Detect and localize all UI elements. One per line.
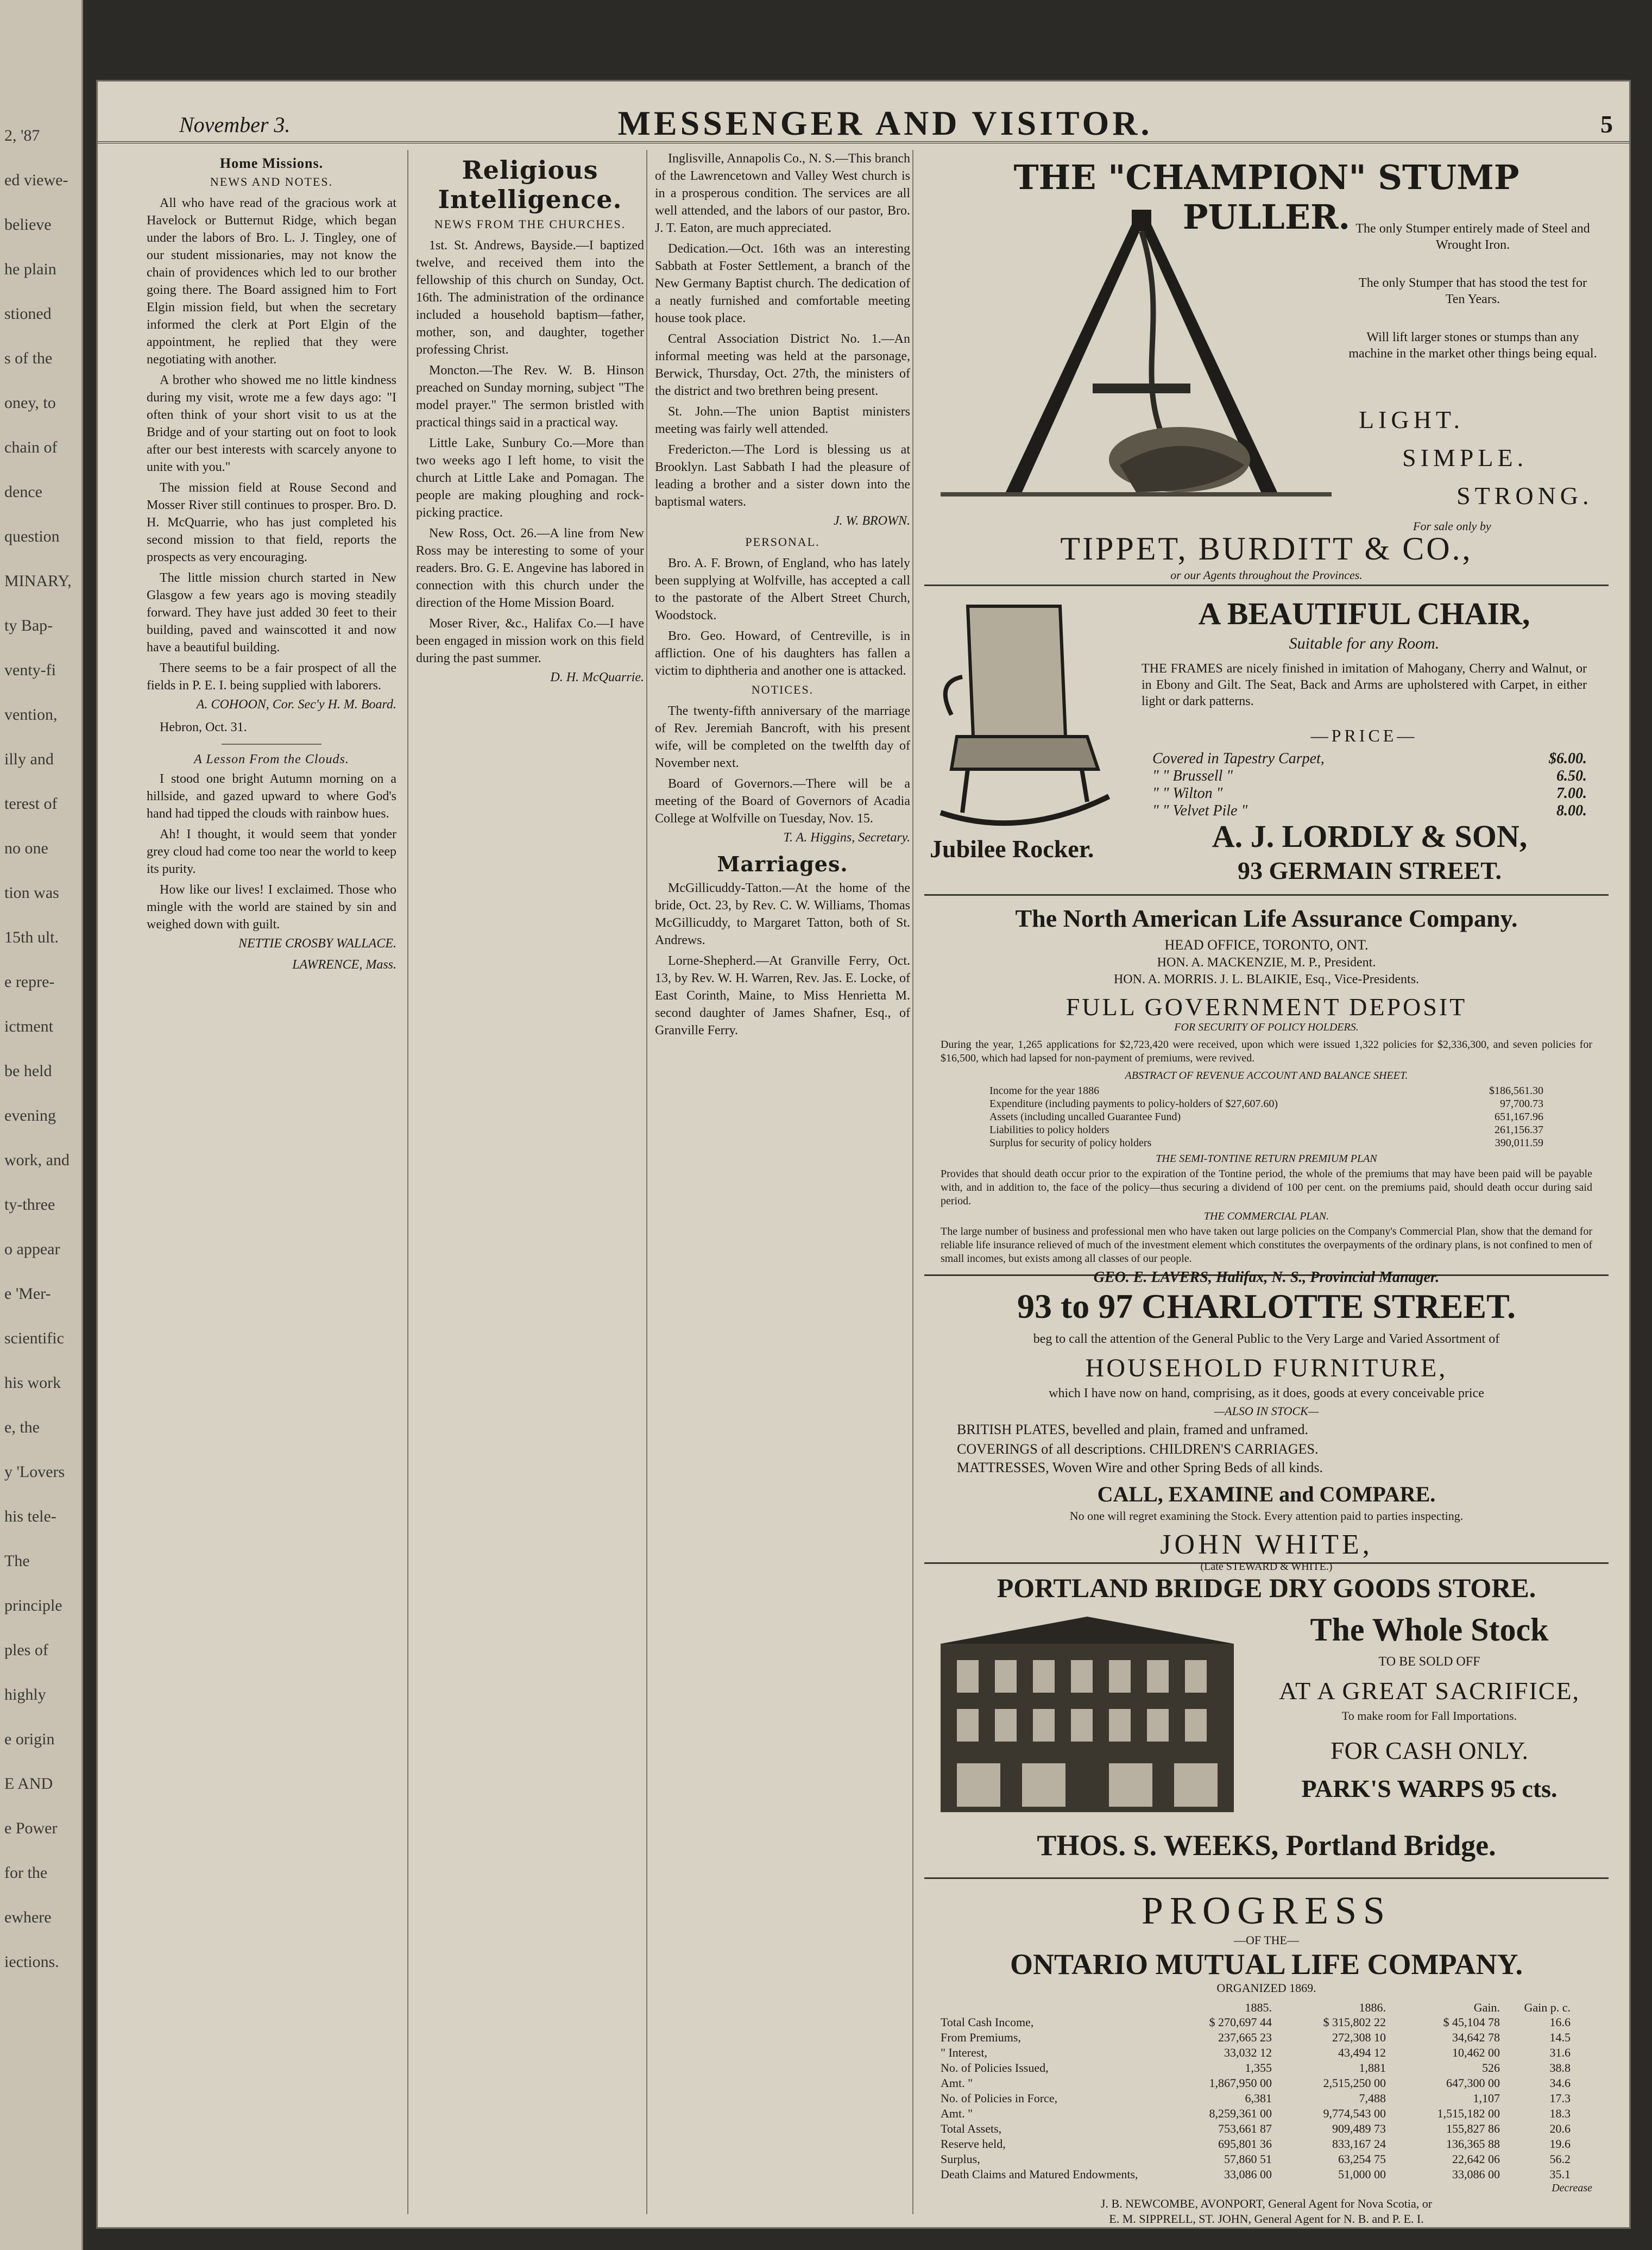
ad-firm: THOS. S. WEEKS, Portland Bridge.: [1037, 1829, 1496, 1862]
ad-intro: beg to call the attention of the General Public to the Very Large and Varied Assortment of: [1033, 1332, 1500, 1346]
progress-cell: 2,515,250 00: [1323, 2076, 1386, 2090]
section-heading: Religious Intelligence.: [438, 155, 622, 214]
ad-deposit-sub: FOR SECURITY OF POLICY HOLDERS.: [1174, 1021, 1359, 1033]
progress-cell: 9,774,543 00: [1323, 2107, 1386, 2120]
ad-intro: During the year, 1,265 applications for $2,723,420 were received, upon which were issued 1,322 policies for $2,336,300, and seven policies for $16,500, which had lapsed for non-payment of premiums, were revived.: [941, 1039, 1592, 1064]
prev-page-text-fragment: y 'Lovers: [4, 1463, 65, 1481]
previous-page-edge: [0, 0, 83, 2250]
ad-stump-puller: [924, 150, 1609, 586]
progress-table-row: [941, 2152, 1592, 2167]
ad-price-heading: —PRICE—: [1310, 726, 1418, 745]
prev-page-text-fragment: e origin: [4, 1730, 55, 1748]
ad-description: THE FRAMES are nicely finished in imitation of Mahogany, Cherry and Walnut, or in Ebony and Gilt. The Seat, Back and Arms are upholstered with Carpet, in either light or dark patterns.: [1142, 662, 1587, 708]
article-paragraph: Ah! I thought, it would seem that yonder grey cloud had come too near the world to keep its purity.: [147, 827, 396, 876]
balance-row: [989, 1110, 1543, 1123]
progress-table-row: [941, 2136, 1592, 2152]
prev-page-text-fragment: principle: [4, 1597, 62, 1614]
ad-line: To make room for Fall Importations.: [1341, 1709, 1517, 1723]
prev-page-text-fragment: oney, to: [4, 394, 56, 412]
progress-cell: 1,515,182 00: [1437, 2107, 1500, 2120]
ad-firm-sub: (Late STEWARD & WHITE.): [1200, 1561, 1333, 1573]
section-heading: Home Missions.: [219, 155, 324, 171]
progress-cell: 155,827 86: [1446, 2122, 1500, 2135]
prev-page-text-fragment: e 'Mer-: [4, 1285, 51, 1303]
balance-value: $186,561.30: [1489, 1085, 1543, 1097]
article-paragraph: Bro. A. F. Brown, of England, who has lately been supplying at Wolfville, has accepted a call to the pastorate of the Albert Street Church, Woodstock.: [655, 556, 910, 623]
article-paragraph: Bro. Geo. Howard, of Centreville, is in affliction. One of his daughters has fallen a victim to diphtheria and another one is attacked.: [655, 629, 910, 678]
prev-page-text-fragment: 2, '87: [4, 127, 40, 144]
ad-line: COVERINGS of all descriptions. CHILDREN'S CARRIAGES.: [957, 1441, 1319, 1457]
signature: T. A. Higgins, Secretary.: [783, 831, 910, 845]
progress-column-header: Gain p. c.: [1524, 2001, 1571, 2014]
progress-table-row: [941, 2167, 1592, 2182]
ad-tontine-text: Provides that should death occur prior to the expiration of the Tontine period, the whole of the premiums that may have been paid will be payable with, and in addition to, the face of the policy—thus securing a dividend of 100 per cent. on the premiums paid, should death occur during said period.: [941, 1168, 1592, 1207]
progress-row-label: " Interest,: [941, 2046, 987, 2059]
progress-cell: 18.3: [1549, 2107, 1571, 2120]
article-heading: A Lesson From the Clouds.: [194, 752, 349, 766]
article-paragraph: St. John.—The union Baptist ministers meeting was fairly well attended.: [655, 405, 910, 436]
prev-page-text-fragment: E AND: [4, 1775, 53, 1793]
signature: J. W. BROWN.: [833, 514, 910, 528]
ad-organized: ORGANIZED 1869.: [1216, 1981, 1316, 1995]
article-paragraph: 1st. St. Andrews, Bayside.—I baptized twelve, and received them into the fellowship of this church on Sunday, Oct. 16th. The administration of the ordinance included a household baptism—father, mother, son, and daughter, together professing Christ.: [416, 238, 644, 357]
ad-also: —ALSO IN STOCK—: [1214, 1404, 1319, 1418]
progress-table-row: [941, 2030, 1592, 2045]
price-row: [1152, 750, 1587, 768]
progress-table-row: [941, 2106, 1592, 2121]
progress-cell: 753,661 87: [1218, 2122, 1272, 2135]
article-paragraph: A brother who showed me no little kindness during my visit, wrote me a few days ago: "I often think of your short visit to us at the Bridge and of your starting out on foot to look after our best interests with scarcely anyone to unite with you.": [147, 373, 396, 474]
prev-page-text-fragment: ictment: [4, 1017, 53, 1035]
prev-page-text-fragment: tion was: [4, 884, 59, 902]
prev-page-text-fragment: vention,: [4, 706, 58, 724]
balance-row: [989, 1136, 1543, 1149]
ad-feature-1: The only Stumper entirely made of Steel and Wrought Iron.: [1355, 222, 1590, 252]
progress-cell: 526: [1482, 2061, 1500, 2075]
ad-commercial-text: The large number of business and professional men who have taken out large policies on the Company's Commercial Plan, show that the demand for reliable life insurance relieved of much of the investment element which constitutes the overpayments of the ordinary plans, is not confined to men of small incomes, but exists among all classes of our people.: [941, 1225, 1592, 1265]
balance-label: Expenditure (including payments to policy-holders of $27,607.60): [989, 1098, 1278, 1110]
prev-page-text-fragment: no one: [4, 839, 48, 857]
newspaper-title: MESSENGER AND VISITOR.: [617, 104, 1153, 142]
progress-column-header: 1886.: [1359, 2001, 1386, 2014]
section-subheading: PERSONAL.: [745, 535, 820, 549]
ad-regret: No one will regret examining the Stock. Every attention paid to parties inspecting.: [1069, 1509, 1464, 1523]
progress-cell: 1,107: [1473, 2091, 1500, 2105]
progress-row-label: Reserve held,: [941, 2137, 1006, 2151]
article-paragraph: There seems to be a fair prospect of all the fields in P. E. I. being supplied with laborers.: [147, 661, 396, 693]
progress-row-label: Surplus,: [941, 2152, 980, 2166]
progress-cell: $ 315,802 22: [1323, 2015, 1386, 2029]
progress-table-row: [941, 2076, 1592, 2091]
rocking-chair-illustration: [935, 595, 1114, 834]
ad-headline: PORTLAND BRIDGE DRY GOODS STORE.: [997, 1573, 1536, 1603]
progress-cell: 7,488: [1359, 2091, 1386, 2105]
article-paragraph: Dedication.—Oct. 16th was an interesting Sabbath at Foster Settlement, a branch of the New Germany Baptist church. The dedication of a neatly furnished and comfortable meeting house took place.: [655, 242, 910, 325]
ad-firm: JOHN WHITE,: [1160, 1529, 1373, 1560]
progress-row-label: Total Cash Income,: [941, 2015, 1034, 2029]
ad-headline: PROGRESS: [1141, 1889, 1392, 1932]
ad-line: BRITISH PLATES, bevelled and plain, framed and unframed.: [957, 1422, 1308, 1437]
ad-north-american-life: [924, 894, 1609, 1286]
progress-cell: 38.8: [1549, 2061, 1571, 2075]
balance-label: Income for the year 1886: [989, 1085, 1100, 1097]
price-item: " " Wilton ": [1152, 785, 1223, 802]
column-church-news: [646, 150, 910, 2214]
progress-cell: 6,381: [1245, 2091, 1272, 2105]
progress-cell: 20.6: [1549, 2122, 1571, 2135]
ad-ontario-mutual-life: [924, 1877, 1609, 2225]
prev-page-text-fragment: scientific: [4, 1329, 64, 1347]
ad-line: AT A GREAT SACRIFICE,: [1278, 1677, 1580, 1705]
prev-page-text-fragment: e Power: [4, 1819, 58, 1837]
progress-cell: 43,494 12: [1338, 2046, 1386, 2059]
progress-cell: 647,300 00: [1446, 2076, 1500, 2090]
prev-page-text-fragment: evening: [4, 1107, 56, 1124]
ad-subheadline: Suitable for any Room.: [1289, 634, 1440, 652]
progress-column-header: Gain.: [1473, 2001, 1500, 2014]
progress-cell: 909,489 73: [1332, 2122, 1386, 2135]
balance-value: 261,156.37: [1495, 1124, 1543, 1136]
price-row: [1152, 768, 1587, 785]
article-paragraph: Inglisville, Annapolis Co., N. S.—This branch of the Lawrencetown and Valley West church is in a prosperous condition. The services are all well attended, and the labors of our pastor, Bro. J. T. Eaton, are much appreciated.: [655, 152, 910, 235]
balance-value: 651,167.96: [1495, 1111, 1543, 1123]
progress-row-label: Amt. ": [941, 2076, 973, 2090]
article-paragraph: Moncton.—The Rev. W. B. Hinson preached on Sunday morning, subject "The model prayer." The sermon bristled with practical things said in a practical way.: [416, 363, 644, 430]
progress-table-row: [941, 2091, 1592, 2106]
ad-agent: J. B. NEWCOMBE, AVONPORT, General Agent for Nova Scotia, or: [1100, 2197, 1433, 2210]
progress-cell: 833,167 24: [1332, 2137, 1386, 2151]
progress-cell: 1,355: [1245, 2061, 1272, 2075]
masthead: [98, 81, 1629, 143]
progress-cell: 33,032 12: [1224, 2046, 1272, 2059]
divider: [222, 744, 321, 745]
progress-cell: 136,365 88: [1446, 2137, 1500, 2151]
ad-price-list: [1152, 750, 1587, 820]
prev-page-text-fragment: o appear: [4, 1240, 60, 1258]
prev-page-text-fragment: his tele-: [4, 1507, 56, 1525]
signature: D. H. McQuarrie.: [550, 670, 644, 684]
progress-table-row: [941, 2060, 1592, 2076]
prev-page-text-fragment: The: [4, 1552, 30, 1570]
ad-line: MATTRESSES, Woven Wire and other Spring Beds of all kinds.: [957, 1460, 1323, 1475]
progress-cell: 51,000 00: [1338, 2167, 1386, 2181]
section-subheading: NEWS FROM THE CHURCHES.: [434, 217, 626, 231]
ad-firm: A. J. LORDLY & SON,: [1212, 819, 1528, 854]
ad-line: PARK'S WARPS 95 cts.: [1301, 1775, 1558, 1802]
ad-call: CALL, EXAMINE and COMPARE.: [1097, 1482, 1436, 1506]
progress-row-label: Death Claims and Matured Endowments,: [941, 2167, 1138, 2181]
price-amount: $6.00.: [1549, 750, 1587, 767]
progress-table-row: [941, 2121, 1592, 2136]
ad-jubilee-rocker: [924, 585, 1609, 896]
price-item: Covered in Tapestry Carpet,: [1152, 750, 1325, 767]
prev-page-text-fragment: s of the: [4, 349, 53, 367]
ad-caption: Jubilee Rocker.: [930, 835, 1094, 863]
progress-cell: 63,254 75: [1338, 2152, 1386, 2166]
balance-label: Liabilities to policy holders: [989, 1124, 1109, 1136]
progress-cell: 8,259,361 00: [1209, 2107, 1272, 2120]
signature: NETTIE CROSBY WALLACE.: [238, 937, 396, 951]
prev-page-text-fragment: e, the: [4, 1418, 40, 1436]
ad-agent: E. M. SIPPRELL, ST. JOHN, General Agent for N. B. and P. E. I.: [1109, 2212, 1424, 2226]
prev-page-text-fragment: ples of: [4, 1641, 48, 1659]
signature-place: LAWRENCE, Mass.: [292, 958, 396, 972]
progress-row-label: Total Assets,: [941, 2122, 1002, 2135]
newspaper-page: [98, 81, 1629, 2227]
ad-agents: or our Agents throughout the Provinces.: [1170, 568, 1363, 582]
balance-label: Surplus for security of policy holders: [989, 1137, 1152, 1149]
ad-tagline-simple: SIMPLE.: [1402, 444, 1528, 472]
price-item: " " Brussell ": [1152, 768, 1233, 784]
balance-row: [989, 1123, 1543, 1136]
progress-row-label: No. of Policies in Force,: [941, 2091, 1058, 2105]
ad-address: 93 GERMAIN STREET.: [1237, 857, 1502, 884]
article-paragraph: Fredericton.—The Lord is blessing us at Brooklyn. Last Sabbath I had the pleasure of leading a brother and a sister down into the baptismal waters.: [655, 443, 910, 509]
ad-deposit: FULL GOVERNMENT DEPOSIT: [1065, 993, 1467, 1021]
ad-feature-3: Will lift larger stones or stumps than any machine in the market other things being equal.: [1348, 330, 1597, 361]
ad-headline: The North American Life Assurance Company.: [1015, 904, 1518, 932]
ad-tagline-strong: STRONG.: [1456, 482, 1593, 510]
article-paragraph: Moser River, &c., Halifax Co.—I have been engaged in mission work on this field during the past summer.: [416, 617, 644, 665]
dateline: Hebron, Oct. 31.: [160, 720, 247, 734]
progress-cell: 10,462 00: [1452, 2046, 1500, 2059]
progress-table-row: [941, 2045, 1592, 2060]
ad-abstract-heading: ABSTRACT OF REVENUE ACCOUNT AND BALANCE SHEET.: [1125, 1070, 1408, 1082]
prev-page-text-fragment: e repre-: [4, 973, 55, 991]
progress-cell: 57,860 51: [1224, 2152, 1272, 2166]
balance-row: [989, 1084, 1543, 1097]
prev-page-text-fragment: be held: [4, 1062, 52, 1080]
prev-page-text-fragment: 15th ult.: [4, 928, 59, 946]
progress-cell: 237,665 23: [1218, 2031, 1272, 2044]
issue-date: November 3.: [179, 112, 291, 137]
ad-product: HOUSEHOLD FURNITURE,: [1085, 1354, 1448, 1382]
progress-cell: 1,867,950 00: [1209, 2076, 1272, 2090]
ad-description: which I have now on hand, comprising, as it does, goods at every conceivable price: [1049, 1386, 1484, 1400]
progress-cell: $ 45,104 78: [1443, 2015, 1500, 2029]
ad-progress-table: [941, 2001, 1592, 2182]
column-religious-intelligence: [407, 150, 644, 2214]
header-spacer: [941, 2001, 1158, 2015]
balance-value: 97,700.73: [1500, 1098, 1543, 1110]
progress-cell: 14.5: [1549, 2031, 1571, 2044]
progress-cell: $ 270,697 44: [1209, 2015, 1272, 2029]
article-paragraph: Lorne-Shepherd.—At Granville Ferry, Oct. 13, by Rev. W. H. Warren, Rev. Jas. E. Locke, of East Corinth, Maine, to Miss Henrietta M. second daughter of James Shafner, Esq., of Granville Ferry.: [655, 954, 910, 1038]
prev-page-text-fragment: iections.: [4, 1953, 59, 1971]
progress-cell: 272,308 10: [1332, 2031, 1386, 2044]
prev-page-text-fragment: terest of: [4, 795, 58, 813]
column-advertisements: [912, 150, 1619, 2226]
progress-cell: 33,086 00: [1224, 2167, 1272, 2181]
prev-page-text-fragment: his work: [4, 1374, 61, 1392]
prev-page-text-fragment: ty Bap-: [4, 617, 53, 634]
balance-row: [989, 1097, 1543, 1110]
balance-label: Assets (including uncalled Guarantee Fund): [989, 1111, 1181, 1123]
balance-value: 390,011.59: [1495, 1137, 1543, 1149]
article-paragraph: The mission field at Rouse Second and Mosser River still continues to prosper. Bro. D. H. McQuarrie, who has just completed his second mission to that field, reports the prospects as very encouraging.: [147, 481, 396, 564]
progress-row-label: No. of Policies Issued,: [941, 2061, 1049, 2075]
prev-page-text-fragment: MINARY,: [4, 572, 72, 590]
prev-page-text-fragment: believe: [4, 216, 52, 234]
ad-manager: GEO. E. LAVERS, Halifax, N. S., Provincial Manager.: [1093, 1269, 1440, 1286]
price-row: [1152, 802, 1587, 820]
ad-headline: 93 to 97 CHARLOTTE STREET.: [1017, 1287, 1516, 1325]
progress-cell: 1,881: [1359, 2061, 1386, 2075]
ad-vice-presidents: HON. A. MORRIS. J. L. BLAIKIE, Esq., Vice-Presidents.: [1113, 972, 1420, 986]
prev-page-text-fragment: question: [4, 527, 60, 545]
ad-balance-table: [989, 1084, 1543, 1149]
article-paragraph: Central Association District No. 1.—An informal meeting was held at the parsonage, Berwick, Thursday, Oct. 27th, the ministers of the district and two brethren being present.: [655, 332, 910, 398]
page-number: 5: [1600, 110, 1613, 138]
progress-cell: 33,086 00: [1452, 2167, 1500, 2181]
progress-cell: 16.6: [1549, 2015, 1571, 2029]
store-building-illustration: [935, 1611, 1239, 1818]
prev-page-text-fragment: ewhere: [4, 1908, 52, 1926]
ad-line: FOR CASH ONLY.: [1331, 1737, 1528, 1764]
prev-page-text-fragment: chain of: [4, 438, 58, 456]
price-item: " " Velvet Pile ": [1152, 802, 1248, 819]
article-paragraph: How like our lives! I exclaimed. Those who mingle with the world are stained by sin and weighed down with guilt.: [147, 883, 396, 932]
prev-page-text-fragment: work, and: [4, 1151, 70, 1169]
progress-table-header: [941, 2001, 1592, 2015]
progress-cell: 56.2: [1549, 2152, 1571, 2166]
ad-tontine-heading: THE SEMI-TONTINE RETURN PREMIUM PLAN: [1156, 1153, 1377, 1165]
article-paragraph: All who have read of the gracious work at Havelock or Butternut Ridge, which began under the labors of Bro. L. J. Tingley, one of our student missionaries, may not know the chain of providences which led to our brother going there. The Board assigned him to Fort Elgin mission field, but when the secretary informed the clerk at Port Elgin of the appointment, he replied that they were negotiating with another.: [147, 196, 396, 367]
progress-cell: 19.6: [1549, 2137, 1571, 2151]
prev-page-text-fragment: venty-fi: [4, 661, 56, 679]
section-heading: Marriages.: [717, 852, 848, 876]
ad-firm: TIPPET, BURDITT & CO.,: [1060, 531, 1473, 567]
prev-page-text-fragment: ty-three: [4, 1196, 55, 1214]
ad-feature-2: The only Stumper that has stood the test for Ten Years.: [1359, 276, 1587, 306]
ad-john-white-furniture: [924, 1274, 1609, 1573]
article-paragraph: The twenty-fifth anniversary of the marriage of Rev. Jeremiah Bancroft, with his present wife, will be completed on the twelfth day of November next.: [655, 704, 910, 770]
ad-tagline-light: LIGHT.: [1359, 406, 1465, 433]
progress-row-label: From Premiums,: [941, 2031, 1021, 2044]
article-paragraph: New Ross, Oct. 26.—A line from New Ross may be interesting to some of your readers. Bro. G. E. Angevine has labored in connection with this church under the direction of the Home Mission Board.: [416, 526, 644, 610]
ad-headline: A BEAUTIFUL CHAIR,: [1198, 596, 1530, 631]
progress-cell: 695,801 36: [1218, 2137, 1272, 2151]
ad-sale-note: For sale only by: [1413, 519, 1491, 533]
section-subheading: NOTICES.: [751, 683, 814, 696]
prev-page-text-fragment: he plain: [4, 260, 56, 278]
progress-cell: 35.1: [1549, 2167, 1571, 2181]
progress-row-label: Amt. ": [941, 2107, 973, 2120]
price-amount: 7.00.: [1556, 785, 1587, 802]
prev-page-text-fragment: stioned: [4, 305, 52, 323]
ad-president: HON. A. MACKENZIE, M. P., President.: [1157, 956, 1376, 970]
article-paragraph: I stood one bright Autumn morning on a hillside, and gazed upward to where God's hand had tipped the clouds with rainbow hues.: [147, 772, 396, 821]
price-row: [1152, 785, 1587, 802]
prev-page-text-fragment: illy and: [4, 750, 54, 768]
ad-line: TO BE SOLD OFF: [1378, 1655, 1480, 1669]
ad-portland-bridge-store: [924, 1562, 1609, 1879]
signature: A. COHOON, Cor. Sec'y H. M. Board.: [196, 697, 396, 712]
article-paragraph: McGillicuddy-Tatton.—At the home of the bride, Oct. 23, by Rev. C. W. Williams, Thomas McGillicuddy, to Margaret Tatton, both of St. Andrews.: [655, 881, 910, 947]
stump-puller-illustration: [941, 210, 1332, 514]
progress-cell: 22,642 06: [1452, 2152, 1500, 2166]
prev-page-text-fragment: dence: [4, 483, 42, 501]
ad-commercial-heading: THE COMMERCIAL PLAN.: [1203, 1210, 1329, 1222]
article-paragraph: Board of Governors.—There will be a meeting of the Board of Governors of Acadia College at Wolfville on Tuesday, Nov. 15.: [655, 777, 910, 826]
ad-line: The Whole Stock: [1310, 1612, 1549, 1648]
progress-cell: 17.3: [1549, 2091, 1571, 2105]
prev-page-text-fragment: for the: [4, 1864, 48, 1882]
ad-head-office: HEAD OFFICE, TORONTO, ONT.: [1164, 937, 1369, 953]
progress-cell: 34.6: [1549, 2076, 1571, 2090]
price-amount: 6.50.: [1556, 768, 1587, 784]
price-amount: 8.00.: [1556, 802, 1587, 819]
ad-decrease-note: Decrease: [1552, 2182, 1592, 2194]
progress-table-row: [941, 2015, 1592, 2030]
progress-cell: 34,642 78: [1452, 2031, 1500, 2044]
prev-page-text-fragment: highly: [4, 1686, 46, 1704]
ad-headline: THE "CHAMPION" STUMP PULLER.: [1013, 158, 1519, 237]
article-paragraph: Little Lake, Sunbury Co.—More than two weeks ago I left home, to visit the church at Little Lake and Pomagan. The people are making ploughing and rock-picking practice.: [416, 436, 644, 520]
ad-company: ONTARIO MUTUAL LIFE COMPANY.: [1010, 1948, 1523, 1981]
column-home-missions: [147, 150, 396, 2214]
ad-of-the: —OF THE—: [1234, 1933, 1299, 1947]
section-subheading: NEWS AND NOTES.: [210, 175, 333, 188]
article-paragraph: The little mission church started in New Glasgow a few years ago is moving steadily forward. They have just added 30 feet to their building, paved and wainscotted it and now have a beautiful building.: [147, 571, 396, 655]
prev-page-text-fragment: ed viewe-: [4, 171, 68, 189]
progress-column-header: 1885.: [1245, 2001, 1272, 2014]
progress-cell: 31.6: [1549, 2046, 1571, 2059]
